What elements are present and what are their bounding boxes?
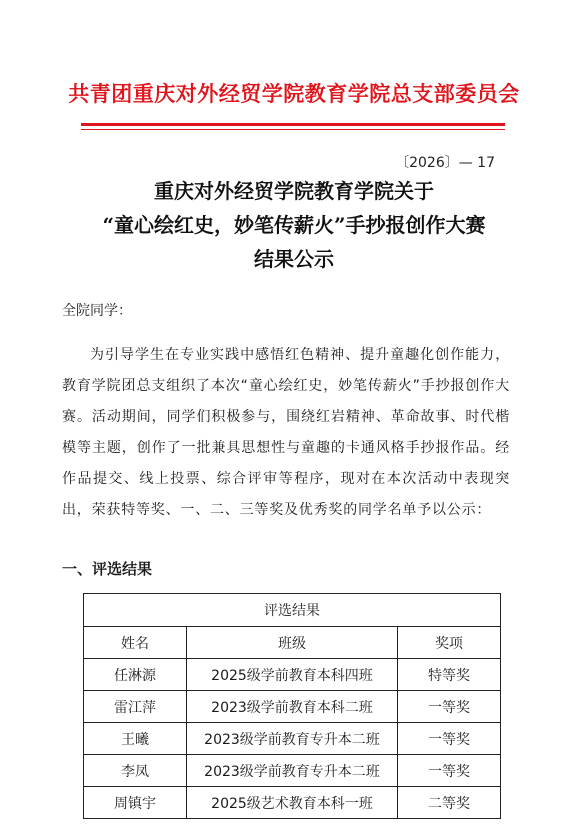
table-row bbox=[84, 723, 501, 755]
cell-class: 2025级艺术教育本科一班 bbox=[186, 787, 397, 819]
cell-name: 周镇宇 bbox=[84, 787, 187, 819]
title-line-2: “童心绘红史，妙笔传薪火”手抄报创作大赛 bbox=[102, 213, 486, 237]
cell-class: 2025级学前教育本科四班 bbox=[186, 659, 397, 691]
cell-award: 一等奖 bbox=[397, 723, 500, 755]
cell-class: 2023级学前教育专升本二班 bbox=[186, 755, 397, 787]
document-number: 〔2026〕— 17 bbox=[395, 155, 495, 171]
header-rule-thin bbox=[81, 129, 505, 130]
table-row bbox=[84, 691, 501, 723]
table-caption: 评选结果 bbox=[84, 594, 501, 627]
column-header-name: 姓名 bbox=[84, 627, 187, 659]
cell-award: 二等奖 bbox=[397, 787, 500, 819]
title-line-3: 结果公示 bbox=[254, 247, 334, 271]
salutation: 全院同学： bbox=[62, 303, 132, 319]
header-rule-thick bbox=[81, 123, 505, 126]
cell-class: 2023级学前教育专升本二班 bbox=[186, 723, 397, 755]
issuing-org-header: 共青团重庆对外经贸学院教育学院总支部委员会 bbox=[68, 81, 520, 106]
table-row bbox=[84, 787, 501, 819]
cell-name: 李凤 bbox=[84, 755, 187, 787]
cell-name: 雷江萍 bbox=[84, 691, 187, 723]
cell-name: 任淋源 bbox=[84, 659, 187, 691]
body-paragraph: 为引导学生在专业实践中感悟红色精神、提升童趣化创作能力，教育学院团总支组织了本次“童心绘红史，妙笔传薪火”手抄报创作大赛。活动期间，同学们积极参与，围绕红岩精神、革命故事、时代楷模等主题，创作了一批兼具思想性与童趣的卡通风格手抄报作品。经作品提交、线上投票、综合评审等程序，现对在本次活动中表现突出，荣获特等奖、一、二、三等奖及优秀奖的同学名单予以公示： bbox=[62, 347, 510, 518]
cell-award: 特等奖 bbox=[397, 659, 500, 691]
section-heading-results: 一、评选结果 bbox=[62, 560, 153, 578]
results-table bbox=[83, 593, 501, 819]
title-line-1: 重庆对外经贸学院教育学院关于 bbox=[154, 179, 434, 203]
column-header-award: 奖项 bbox=[397, 627, 500, 659]
cell-award: 一等奖 bbox=[397, 691, 500, 723]
cell-award: 一等奖 bbox=[397, 755, 500, 787]
table-row bbox=[84, 755, 501, 787]
cell-class: 2023级学前教育本科二班 bbox=[186, 691, 397, 723]
cell-name: 王曦 bbox=[84, 723, 187, 755]
column-header-class: 班级 bbox=[186, 627, 397, 659]
table-row bbox=[84, 659, 501, 691]
